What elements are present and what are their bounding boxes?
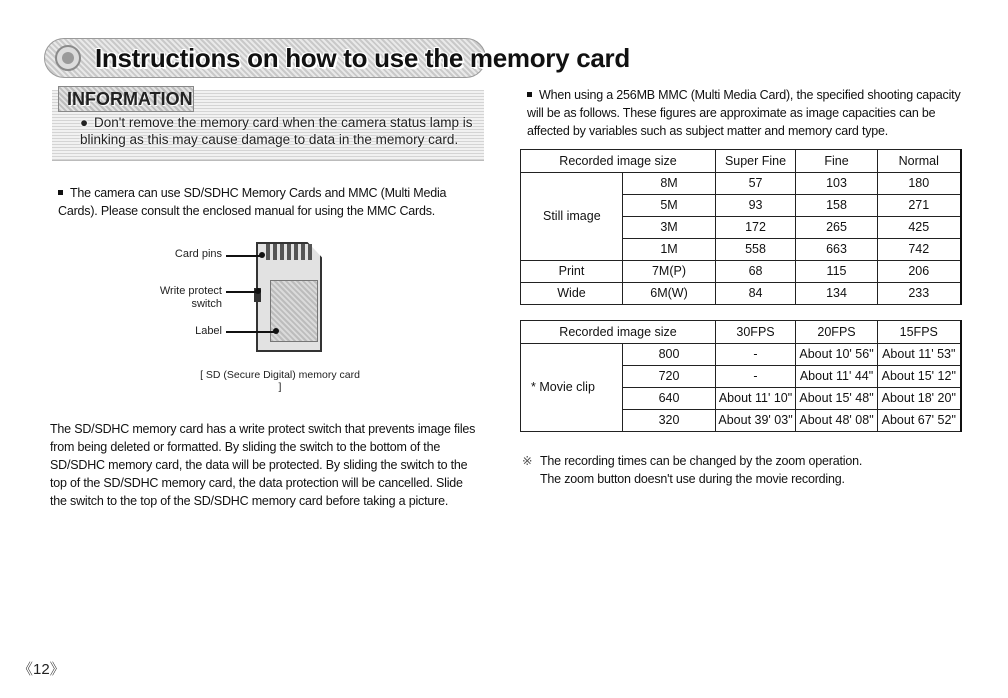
note-text-1: The recording times can be changed by the zoom operation. — [540, 454, 863, 468]
right-intro — [527, 86, 967, 140]
table-header-row — [521, 150, 961, 173]
cell-fine: 134 — [796, 283, 878, 305]
still-image-group-label: Still image — [521, 173, 623, 261]
information-text: Don't remove the memory card when the camera status lamp is blinking as this may cause damage to data in the memory card. — [80, 115, 473, 147]
cell-15fps: About 67' 52" — [878, 410, 961, 432]
cell-30fps: About 11' 10" — [716, 388, 796, 410]
note-line-2 — [522, 470, 962, 488]
title-banner — [44, 38, 630, 78]
page-number: 《12》 — [18, 661, 65, 678]
note-mark-icon: ※ — [522, 454, 533, 468]
cell-fine: 663 — [796, 239, 878, 261]
label-write-protect-line2: switch — [191, 298, 222, 310]
card-pins-graphic — [264, 244, 314, 262]
cell-normal: 180 — [878, 173, 961, 195]
still-image-table — [520, 149, 962, 305]
left-intro-text: The camera can use SD/SDHC Memory Cards and MMC (Multi Media Cards). Please consult the enclosed manual for using the MMC Cards. — [58, 186, 447, 218]
cell-super-fine: 68 — [716, 261, 796, 283]
header-30fps: 30FPS — [716, 321, 796, 344]
header-normal: Normal — [878, 150, 961, 173]
cell-size: 320 — [623, 410, 716, 432]
information-tab — [58, 86, 194, 112]
cell-size: 720 — [623, 366, 716, 388]
cell-15fps: About 11' 53" — [878, 344, 961, 366]
leader-line — [226, 255, 262, 257]
cell-size: 5M — [623, 195, 716, 217]
cell-super-fine: 93 — [716, 195, 796, 217]
cell-super-fine: 558 — [716, 239, 796, 261]
cell-size: 3M — [623, 217, 716, 239]
title-decoration-icon — [55, 45, 81, 71]
cell-super-fine: 172 — [716, 217, 796, 239]
cell-fine: 265 — [796, 217, 878, 239]
table-row — [521, 283, 961, 305]
page-title: Instructions on how to use the memory card — [95, 43, 630, 73]
cell-fine: 115 — [796, 261, 878, 283]
leader-dot — [255, 288, 261, 294]
movie-clip-table — [520, 320, 962, 432]
label-write-protect-line1: Write protect — [159, 285, 222, 297]
cell-super-fine: 57 — [716, 173, 796, 195]
cell-fine: 158 — [796, 195, 878, 217]
header-15fps: 15FPS — [878, 321, 961, 344]
header-recorded-size: Recorded image size — [521, 150, 716, 173]
table-row — [521, 261, 961, 283]
label-card-pins: Card pins — [174, 248, 222, 260]
cell-20fps: About 15' 48" — [796, 388, 878, 410]
leader-dot — [273, 328, 279, 334]
cell-size: 7M(P) — [623, 261, 716, 283]
cell-normal: 206 — [878, 261, 961, 283]
cell-15fps: About 18' 20" — [878, 388, 961, 410]
leader-line — [226, 331, 276, 333]
cell-15fps: About 15' 12" — [878, 366, 961, 388]
left-intro — [58, 184, 478, 220]
row-label-print: Print — [521, 261, 623, 283]
cell-20fps: About 11' 44" — [796, 366, 878, 388]
header-recorded-size: Recorded image size — [521, 321, 716, 344]
cell-size: 6M(W) — [623, 283, 716, 305]
information-tab-label: INFORMATION — [67, 89, 193, 109]
cell-size: 1M — [623, 239, 716, 261]
leader-line — [226, 291, 258, 293]
note-block — [522, 452, 962, 488]
information-text-block — [80, 114, 480, 148]
row-label-wide: Wide — [521, 283, 623, 305]
cell-30fps: - — [716, 366, 796, 388]
label-card-label: Label — [195, 325, 222, 337]
cell-size: 640 — [623, 388, 716, 410]
diagram-caption: [ SD (Secure Digital) memory card ] — [200, 369, 360, 393]
cell-20fps: About 48' 08" — [796, 410, 878, 432]
cell-30fps: About 39' 03" — [716, 410, 796, 432]
left-body-text: The SD/SDHC memory card has a write protect switch that prevents image files from being deleted or formatted. By sliding the switch to the bottom of the SD/SDHC memory card, the data will be protected. By sliding the switch to the top of the SD/SDHC memory card, the data protection will be cancelled. Slide the switch to the top of the SD/SDHC memory card before taking a picture. — [50, 422, 476, 508]
leader-dot — [259, 252, 265, 258]
square-bullet-icon — [58, 190, 63, 195]
cell-normal: 742 — [878, 239, 961, 261]
table-row — [521, 344, 961, 366]
header-fine: Fine — [796, 150, 878, 173]
header-20fps: 20FPS — [796, 321, 878, 344]
cell-30fps: - — [716, 344, 796, 366]
info-bullet-icon: ● — [80, 115, 89, 130]
cell-20fps: About 10' 56" — [796, 344, 878, 366]
table-header-row — [521, 321, 961, 344]
table-row — [521, 173, 961, 195]
header-super-fine: Super Fine — [716, 150, 796, 173]
cell-normal: 233 — [878, 283, 961, 305]
cell-super-fine: 84 — [716, 283, 796, 305]
right-intro-text: When using a 256MB MMC (Multi Media Card), the specified shooting capacity will be as follows. These figures are approximate as image capacities can be affected by variables such as subject matter and memory card type. — [527, 88, 961, 138]
movie-clip-group-label: * Movie clip — [521, 344, 623, 432]
cell-normal: 271 — [878, 195, 961, 217]
cell-normal: 425 — [878, 217, 961, 239]
square-bullet-icon — [527, 92, 532, 97]
note-text-2: The zoom button doesn't use during the movie recording. — [540, 472, 845, 486]
label-write-protect — [150, 285, 222, 311]
cell-fine: 103 — [796, 173, 878, 195]
note-line-1 — [522, 452, 962, 470]
cell-size: 800 — [623, 344, 716, 366]
cell-size: 8M — [623, 173, 716, 195]
